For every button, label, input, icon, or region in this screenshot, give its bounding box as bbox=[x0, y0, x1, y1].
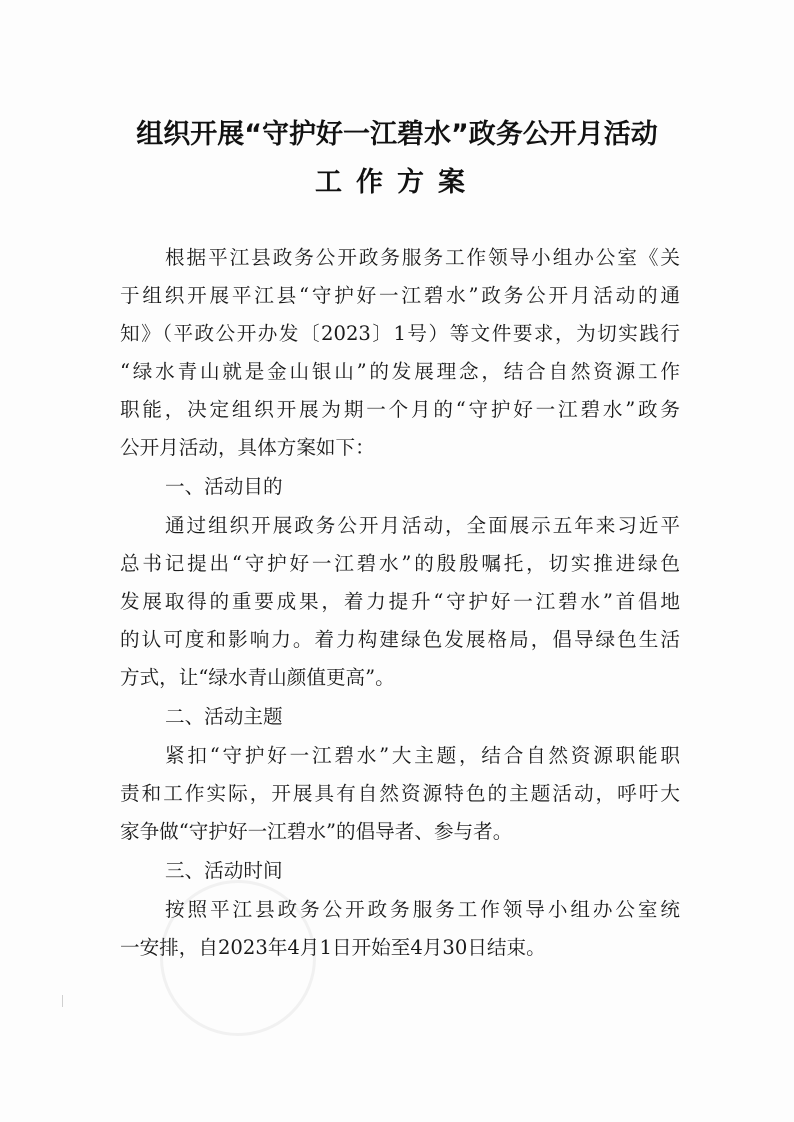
intro-line: 于组织开展平江县“守护好一江碧水”政务公开月活动的通 bbox=[120, 284, 680, 307]
document-subtitle: 工作方案 bbox=[315, 167, 479, 198]
faint-seal-impression bbox=[160, 880, 316, 1036]
section-heading: 二、活动主题 bbox=[165, 705, 283, 728]
intro-line: 知》（平政公开办发〔2023〕1号）等文件要求，为切实践行 bbox=[120, 322, 680, 345]
section-line: 一安排，自2023年4月1日开始至4月30日结束。 bbox=[120, 936, 546, 959]
section-line: 的认可度和影响力。着力构建绿色发展格局，倡导绿色生活 bbox=[120, 628, 680, 651]
intro-line: “绿水青山就是金山银山”的发展理念，结合自然资源工作 bbox=[120, 360, 680, 383]
document-title: 组织开展“守护好一江碧水”政务公开月活动 bbox=[136, 119, 658, 150]
section-line: 通过组织开展政务公开月活动，全面展示五年来习近平 bbox=[165, 514, 680, 537]
section-line: 总书记提出“守护好一江碧水”的殷殷嘱托，切实推进绿色 bbox=[120, 552, 680, 575]
section-line: 紧扣“守护好一江碧水”大主题，结合自然资源职能职 bbox=[165, 744, 680, 767]
section-line: 家争做“守护好一江碧水”的倡导者、参与者。 bbox=[120, 820, 513, 843]
section-line: 责和工作实际，开展具有自然资源特色的主题活动，呼吁大 bbox=[120, 782, 680, 805]
intro-line: 根据平江县政务公开政务服务工作领导小组办公室《关 bbox=[165, 246, 680, 269]
section-line: 按照平江县政务公开政务服务工作领导小组办公室统 bbox=[165, 898, 680, 921]
section-heading: 三、活动时间 bbox=[165, 859, 283, 882]
margin-mark bbox=[62, 995, 63, 1007]
section-heading: 一、活动目的 bbox=[165, 475, 283, 498]
intro-line: 公开月活动，具体方案如下： bbox=[120, 436, 375, 459]
intro-line: 职能，决定组织开展为期一个月的“守护好一江碧水”政务 bbox=[120, 398, 680, 421]
section-line: 方式，让“绿水青山颜值更高”。 bbox=[120, 666, 395, 689]
section-line: 发展取得的重要成果，着力提升“守护好一江碧水”首倡地 bbox=[120, 590, 680, 613]
